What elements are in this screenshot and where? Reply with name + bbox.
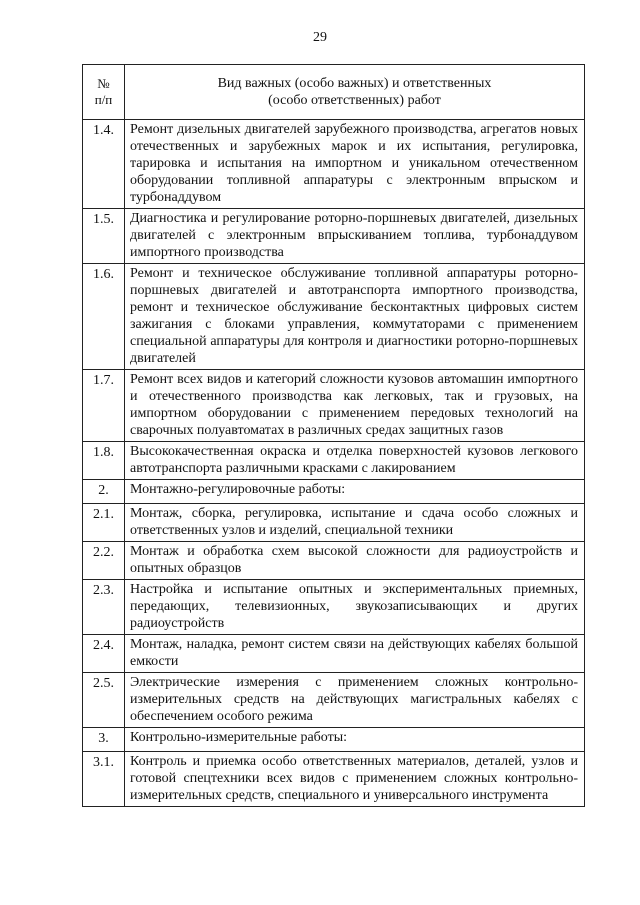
table-header-row [83, 65, 585, 120]
row-description: Контроль и приемка особо ответственных материалов, деталей, узлов и готовой спецтехники всех видов с применением сложных контрольно-измерительных средств, специального и универсального инструмента [125, 752, 585, 807]
table-row [83, 673, 585, 728]
table-row [83, 209, 585, 264]
table-row-section [83, 480, 585, 504]
section-title: Контрольно-измерительные работы: [125, 728, 585, 752]
number-header-line1: № [97, 76, 110, 91]
table-row [83, 120, 585, 209]
works-header-line1: Вид важных (особо важных) и ответственных [217, 76, 492, 91]
row-number: 2.2. [83, 542, 125, 580]
table-row [83, 580, 585, 635]
row-number: 1.5. [83, 209, 125, 264]
row-number: 2.5. [83, 673, 125, 728]
row-number: 2.3. [83, 580, 125, 635]
row-number: 3. [83, 728, 125, 752]
row-description: Монтаж, наладка, ремонт систем связи на действующих кабелях большой емкости [125, 635, 585, 673]
row-description: Монтаж и обработка схем высокой сложности для радиоустройств и опытных образцов [125, 542, 585, 580]
row-number: 2.1. [83, 504, 125, 542]
row-description: Монтаж, сборка, регулировка, испытание и сдача особо сложных и ответственных узлов и изделий, специальной техники [125, 504, 585, 542]
table-row [83, 752, 585, 807]
row-description: Электрические измерения с применением сложных контрольно-измерительных средств на действующих магистральных кабелях с обеспечением особого режима [125, 673, 585, 728]
works-column-header [125, 65, 585, 120]
table-row-section [83, 728, 585, 752]
row-description: Ремонт и техническое обслуживание топливной аппаратуры роторно-поршневых двигателей и автотранспорта импортного производства, ремонт и техническое обслуживание бесконтактных цифровых систем зажигания с блоками управления, коммутаторами с применением специальной аппаратуры для контроля и диагностики роторно-поршневых двигателей [125, 264, 585, 370]
row-number: 1.8. [83, 442, 125, 480]
works-table [82, 64, 585, 807]
row-description: Настройка и испытание опытных и экспериментальных приемных, передающих, телевизионных, звукозаписывающих и других радиоустройств [125, 580, 585, 635]
section-title: Монтажно-регулировочные работы: [125, 480, 585, 504]
works-header-line2: (особо ответственных) работ [268, 93, 441, 108]
table-row [83, 442, 585, 480]
row-description: Ремонт дизельных двигателей зарубежного производства, агрегатов новых отечественных и зарубежных марок и их испытания, регулировка, тарировка и испытания на импортном и уникальном отечественном оборудовании топливной аппаратуры с электронным впрыском и турбонаддувом [125, 120, 585, 209]
row-number: 1.4. [83, 120, 125, 209]
page-number: 29 [313, 30, 327, 45]
table-row [83, 264, 585, 370]
table-row [83, 370, 585, 442]
row-description: Высококачественная окраска и отделка поверхностей кузовов легкового автотранспорта различными красками с лакированием [125, 442, 585, 480]
row-number: 1.6. [83, 264, 125, 370]
number-header-line2: п/п [94, 92, 113, 107]
table-row [83, 635, 585, 673]
row-number: 3.1. [83, 752, 125, 807]
row-number: 1.7. [83, 370, 125, 442]
row-number: 2.4. [83, 635, 125, 673]
row-description: Ремонт всех видов и категорий сложности кузовов автомашин импортного и отечественного производства как легковых, так и грузовых, на импортном оборудовании с применением передовых технологий на сварочных полуавтоматах в различных средах защитных газов [125, 370, 585, 442]
row-description: Диагностика и регулирование роторно-поршневых двигателей, дизельных двигателей с электронным впрыскиванием топлива, турбонаддувом импортного производства [125, 209, 585, 264]
table-row [83, 504, 585, 542]
number-column-header [83, 65, 125, 120]
row-number: 2. [83, 480, 125, 504]
table-row [83, 542, 585, 580]
